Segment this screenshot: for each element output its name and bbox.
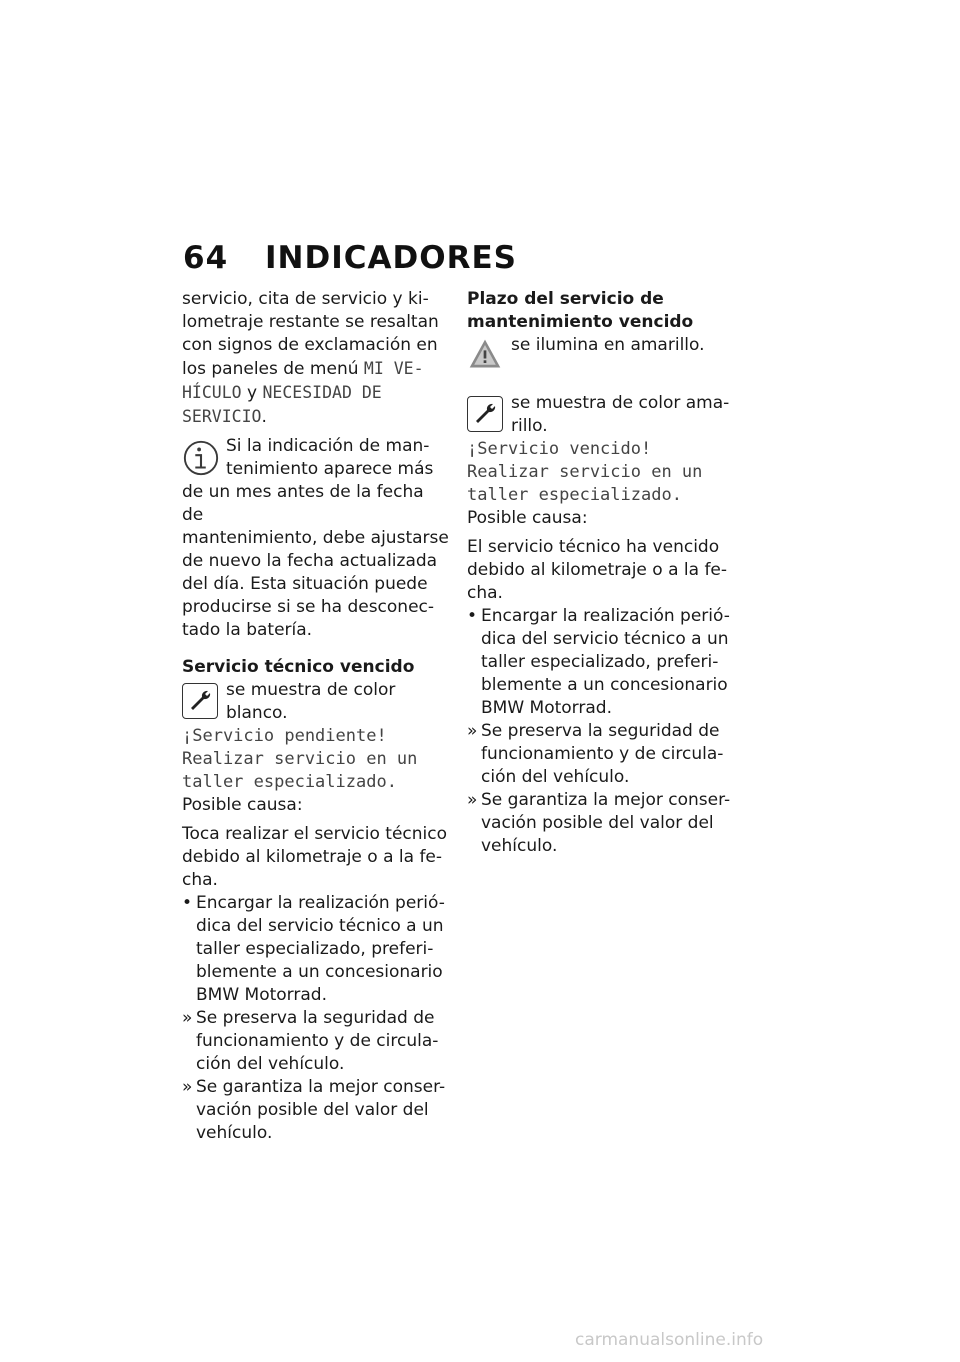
right-column — [467, 288, 735, 858]
wrench-icon — [182, 683, 218, 719]
text-line: producirse si se ha desconec- — [182, 597, 435, 617]
page-header — [183, 240, 517, 276]
text-line: Si la indicación de man- — [226, 436, 430, 456]
text-line: Plazo del servicio de — [467, 289, 664, 309]
text-line: se muestra de color ama- — [511, 393, 730, 413]
warning-triangle-icon — [467, 336, 503, 372]
wrench-note — [467, 392, 735, 438]
text-line: ¡Servicio pendiente! — [182, 726, 387, 746]
result-item — [467, 789, 735, 858]
text-line: Se garantiza la mejor conser- — [481, 790, 731, 810]
menu-name-mi-vehiculo: MI VE- — [363, 359, 424, 378]
action-bullet — [467, 605, 735, 720]
result-mark: » — [467, 721, 478, 741]
text-line: lometraje restante se resaltan — [182, 312, 439, 332]
text-line: vación posible del valor del — [196, 1100, 429, 1120]
result-item — [182, 1007, 450, 1076]
text-line: con signos de exclamación en — [182, 335, 438, 355]
page-title: INDICADORES — [265, 240, 517, 276]
text-line: taller especializado, preferi- — [481, 652, 719, 672]
text-line: cha. — [467, 583, 503, 603]
page-number: 64 — [183, 240, 229, 276]
menu-name-mi-vehiculo-cont: HÍCULO — [182, 383, 242, 402]
text-line: blemente a un concesionario — [196, 962, 443, 982]
warning-note — [467, 334, 735, 392]
text-line: vación posible del valor del — [481, 813, 714, 833]
text-line: cha. — [182, 870, 218, 890]
result-mark: » — [182, 1077, 193, 1097]
bullet-mark: • — [467, 606, 478, 626]
text-line: blemente a un concesionario — [481, 675, 728, 695]
intro-paragraph: servicio, cita de servicio y ki- lometraje restante se resaltan con signos de exclamación en los paneles de menú MI VE- HÍCULO y NECESIDAD DE SERVICIO. — [182, 289, 439, 427]
display-message — [467, 438, 735, 507]
cause-paragraph — [467, 536, 735, 605]
text-line: vehículo. — [481, 836, 558, 856]
text-line: Encargar la realización perió- — [196, 893, 445, 913]
display-message — [182, 725, 450, 794]
text-line: rillo. — [511, 416, 548, 436]
text-line: dica del servicio técnico a un — [481, 629, 729, 649]
text-line: Realizar servicio en un — [467, 462, 703, 482]
text-line: blanco. — [226, 703, 288, 723]
text-line: Se preserva la seguridad de — [196, 1008, 435, 1028]
text-line: taller especializado, preferi- — [196, 939, 434, 959]
text-line: vehículo. — [196, 1123, 273, 1143]
text-line: mantenimiento vencido — [467, 312, 694, 332]
result-mark: » — [182, 1008, 193, 1028]
cause-label: Posible causa: — [182, 795, 303, 815]
text-line: Se preserva la seguridad de — [481, 721, 720, 741]
text-line: ción del vehículo. — [481, 767, 630, 787]
text-line: mantenimiento, debe ajustarse — [182, 528, 449, 548]
text-line: debido al kilometraje o a la fe- — [182, 847, 443, 867]
text-line: Realizar servicio en un — [182, 749, 418, 769]
text-line: BMW Motorrad. — [196, 985, 327, 1005]
left-column — [182, 288, 450, 1145]
text-line: de un mes antes de la fecha de — [182, 482, 424, 525]
action-bullet — [182, 892, 450, 1007]
text-line: taller especializado. — [182, 772, 397, 792]
text-line: de nuevo la fecha actualizada — [182, 551, 438, 571]
text-line: BMW Motorrad. — [481, 698, 612, 718]
text-line: se ilumina en amarillo. — [511, 335, 705, 355]
menu-name-servicio: SERVICIO — [182, 407, 262, 426]
info-note — [182, 435, 450, 481]
conjunction: y — [247, 383, 258, 403]
result-item — [182, 1076, 450, 1145]
text-line: Toca realizar el servicio técnico — [182, 824, 448, 844]
text-line: Se garantiza la mejor conser- — [196, 1077, 446, 1097]
text-line: Encargar la realización perió- — [481, 606, 730, 626]
text-line: se muestra de color — [226, 680, 396, 700]
text-line: los paneles de menú — [182, 359, 359, 379]
text-line: tenimiento aparece más — [226, 459, 434, 479]
wrench-icon — [467, 396, 503, 432]
text-line: El servicio técnico ha vencido — [467, 537, 720, 557]
text-line: tado la batería. — [182, 620, 313, 640]
text-line: servicio, cita de servicio y ki- — [182, 289, 429, 309]
wrench-note — [182, 679, 450, 725]
text-line: debido al kilometraje o a la fe- — [467, 560, 728, 580]
cause-label: Posible causa: — [467, 508, 588, 528]
text-line: ción del vehículo. — [196, 1054, 345, 1074]
info-icon — [182, 439, 220, 477]
menu-name-necesidad: NECESIDAD DE — [262, 383, 382, 402]
section-heading — [467, 288, 735, 334]
watermark: carmanualsonline.info — [575, 1330, 764, 1350]
bullet-mark: • — [182, 893, 193, 913]
result-mark: » — [467, 790, 478, 810]
text-line: del día. Esta situación puede — [182, 574, 428, 594]
text-line: funcionamiento y de circula- — [481, 744, 724, 764]
result-item — [467, 720, 735, 789]
text-line: ¡Servicio vencido! — [467, 439, 652, 459]
text-line: funcionamiento y de circula- — [196, 1031, 439, 1051]
text-line: taller especializado. — [467, 485, 682, 505]
cause-paragraph — [182, 823, 450, 892]
section-heading: Servicio técnico vencido — [182, 657, 415, 677]
info-paragraph — [182, 481, 450, 642]
text-line: dica del servicio técnico a un — [196, 916, 444, 936]
